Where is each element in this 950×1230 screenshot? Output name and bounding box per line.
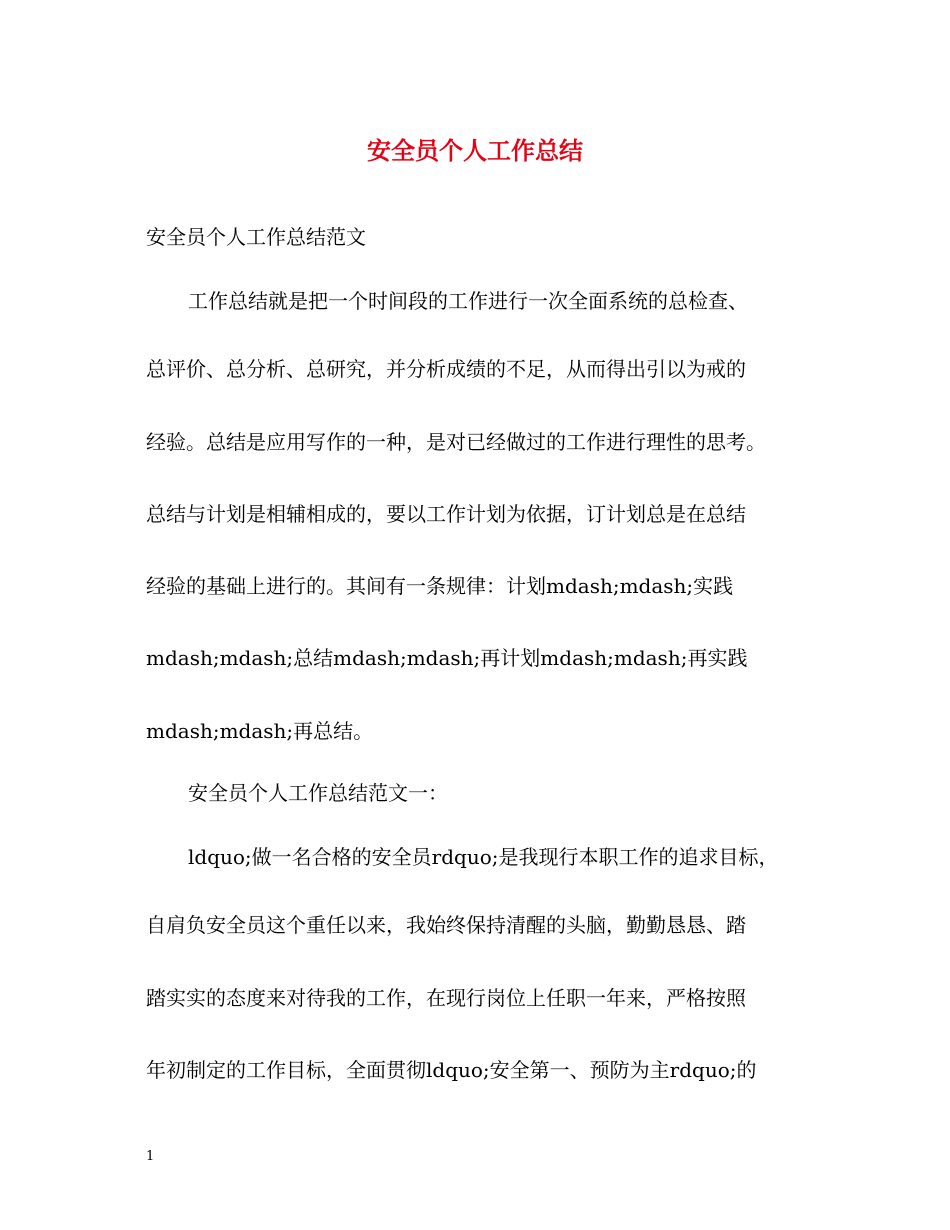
paragraph-line: 工作总结就是把一个时间段的工作进行一次全面系统的总检查、 xyxy=(188,289,748,313)
paragraph-line: 自肩负安全员这个重任以来，我始终保持清醒的头脑，勤勤恳恳、踏 xyxy=(146,913,746,937)
section-heading: 安全员个人工作总结范文一： xyxy=(188,781,448,805)
paragraph-line: 总评价、总分析、总研究，并分析成绩的不足，从而得出引以为戒的 xyxy=(146,357,746,381)
paragraph-line: mdash;mdash;再总结。 xyxy=(146,719,374,743)
document-title: 安全员个人工作总结 xyxy=(367,136,583,165)
paragraph-line: mdash;mdash;总结mdash;mdash;再计划mdash;mdash;再实践 xyxy=(146,646,748,670)
paragraph-line: 经验的基础上进行的。其间有一条规律：计划mdash;mdash;实践 xyxy=(146,574,734,598)
paragraph-line: 踏实实的态度来对待我的工作，在现行岗位上任职一年来，严格按照 xyxy=(146,986,746,1010)
document-subtitle: 安全员个人工作总结范文 xyxy=(146,225,366,249)
paragraph-line: 总结与计划是相辅相成的，要以工作计划为依据，订计划总是在总结 xyxy=(146,502,746,526)
page-number: 1 xyxy=(146,1149,155,1164)
paragraph-line: 经验。总结是应用写作的一种，是对已经做过的工作进行理性的思考。 xyxy=(146,430,766,454)
paragraph-line: ldquo;做一名合格的安全员rdquo;是我现行本职工作的追求目标， xyxy=(188,845,779,869)
paragraph-line: 年初制定的工作目标，全面贯彻ldquo;安全第一、预防为主rdquo;的 xyxy=(146,1058,757,1082)
